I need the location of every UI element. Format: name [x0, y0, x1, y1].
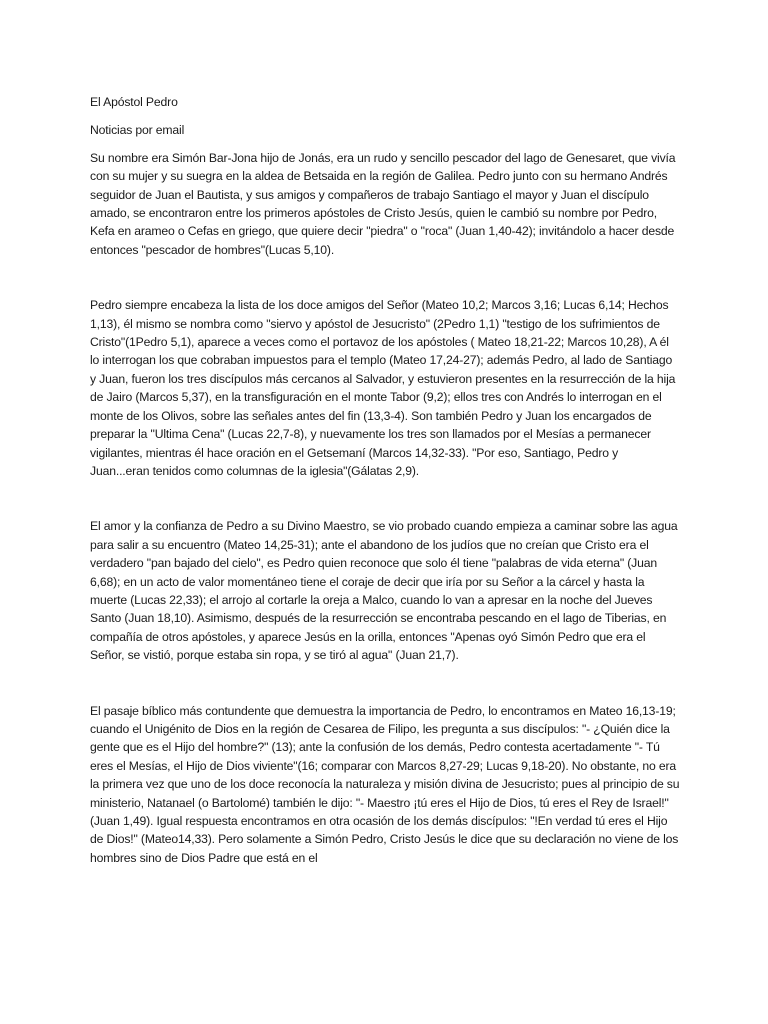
paragraph-2: Pedro siempre encabeza la lista de los doce amigos del Señor (Mateo 10,2; Marcos 3,16; Lucas 6,14; Hechos 1,13), él mismo se nombra como "siervo y apóstol de Jesucristo" (2Pedro 1,1) "testigo de los sufrimientos de Cristo"(1Pedro 5,1), aparece a veces como el portavoz de los apóstoles ( Mateo 18,21-22; Marcos 10,28), A él lo interrogan los que cobraban impuestos para el templo (Mateo 17,24-27); además Pedro, al lado de Santiago y Juan, fueron los tres discípulos más cercanos al Salvador, y estuvieron presentes en la resurrección de la hija de Jairo (Marcos 5,37), en la transfiguración en el monte Tabor (9,2); ellos tres con Andrés lo interrogan en el monte de los Olivos, sobre las señales antes del fin (13,3-4). Son también Pedro y Juan los encargados de preparar la "Ultima Cena" (Lucas 22,7-8), y nuevamente los tres son llamados por el Mesías a permanecer vigilantes, mientras él hace oración en el Getsemaní (Marcos 14,32-33). "Por eso, Santiago, Pedro y Juan...eran tenidos como columnas de la iglesia"(Gálatas 2,9).: [90, 298, 676, 478]
paragraph-4: El pasaje bíblico más contundente que demuestra la importancia de Pedro, lo encontramos en Mateo 16,13-19; cuando el Unigénito de Dios en la región de Cesarea de Filipo, les pregunta a sus discípulos: "- ¿Quién dice la gente que es el Hijo del hombre?" (13); ante la confusión de los demás, Pedro contesta acertadamente "- Tú eres el Mesías, el Hijo de Dios viviente"(16; comparar con Marcos 8,27-29; Lucas 9,18-20). No obstante, no era la primera vez que uno de los doce reconocía la naturaleza y misión divina de Jesucristo; pues al principio de su ministerio, Natanael (o Bartolomé) también le dijo: "- Maestro ¡tú eres el Hijo de Dios, tú eres el Rey de Israel!" (Juan 1,49). Igual respuesta encontramos en otra ocasión de los demás discípulos: "!En verdad tú eres el Hijo de Dios!" (Mateo14,33). Pero solamente a Simón Pedro, Cristo Jesús le dice que su declaración no viene de los hombres sino de Dios Padre que está en el: [90, 703, 680, 865]
document-subtitle: Noticias por email: [90, 123, 185, 138]
document-title: El Apóstol Pedro: [90, 95, 178, 109]
paragraph-1: Su nombre era Simón Bar-Jona hijo de Jonás, era un rudo y sencillo pescador del lago de Genesaret, que vivía con su mujer y su suegra en la aldea de Betsaida en la región de Galilea. Pedro junto con su hermano Andrés seguidor de Juan el Bautista, y sus amigos y compañeros de trabajo Santiago el mayor y Juan el discípulo amado, se encontraron entre los primeros apóstoles de Cristo Jesús, quien le cambió su nombre por Pedro, Kefa en arameo o Cefas en griego, que quiere decir "piedra" o "roca" (Juan 1,40-42); invitándolo a hacer desde entonces "pescador de hombres"(Lucas 5,10).: [90, 150, 676, 257]
document-body: [90, 93, 680, 904]
paragraph-3: El amor y la confianza de Pedro a su Divino Maestro, se vio probado cuando empieza a caminar sobre las agua para salir a su encuentro (Mateo 14,25-31); ante el abandono de los judíos que no creían que Cristo era el verdadero "pan bajado del cielo", es Pedro quien reconoce que solo él tiene "palabras de vida eterna" (Juan 6,68); en un acto de valor momentáneo tiene el coraje de decir que iría por su Señor a la cárcel y hasta la muerte (Lucas 22,33); el arrojo al cortarle la oreja a Malco, cuando lo van a apresar en la noche del Jueves Santo (Juan 18,10). Asimismo, después de la resurrección se encontraba pescando en el lago de Tiberias, en compañía de otros apóstoles, y aparece Jesús en la orilla, entonces "Apenas oyó Simón Pedro que era el Señor, se vistió, porque estaba sin ropa, y se tiró al agua" (Juan 21,7).: [90, 519, 678, 663]
